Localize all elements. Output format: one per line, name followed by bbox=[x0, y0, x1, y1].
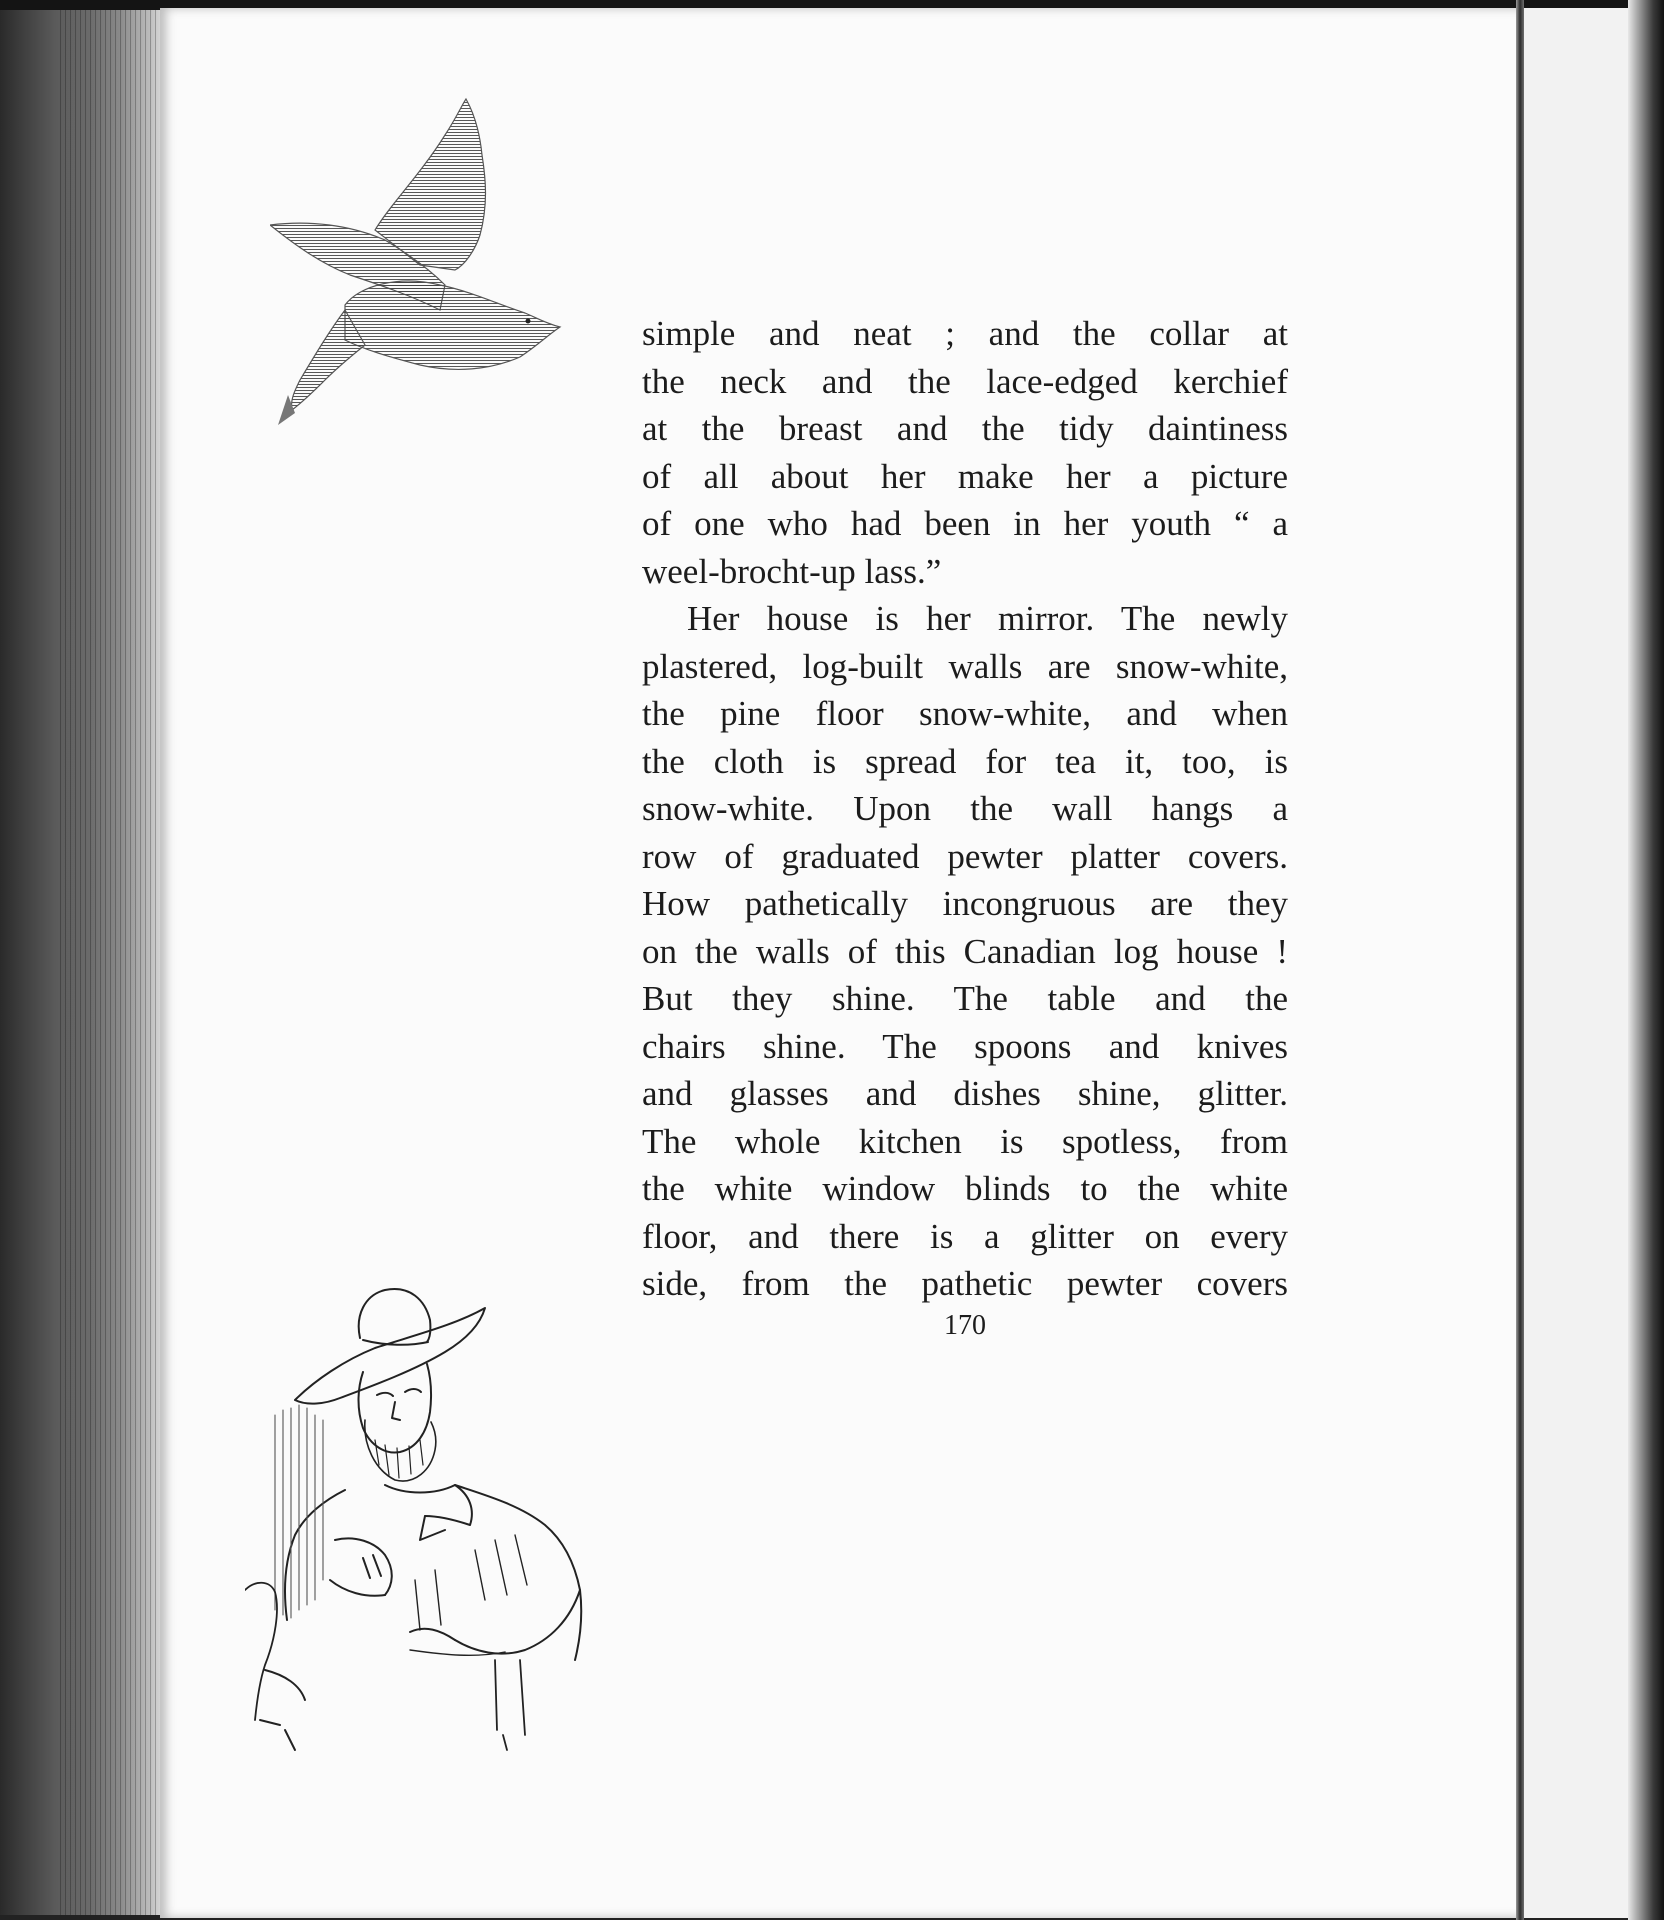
text-line: chairs shine. The spoons and knives bbox=[642, 1026, 1288, 1066]
text-line: snow-white. Upon the wall hangs a bbox=[642, 789, 1288, 828]
man-with-hat-illustration bbox=[245, 1280, 690, 1770]
text-line: The whole kitchen is spotless, from bbox=[642, 1121, 1288, 1161]
text-line: simple and neat ; and the collar at bbox=[642, 314, 1288, 353]
text-line: on the walls of this Canadian log house ! bbox=[642, 931, 1288, 971]
text-line: the white window blinds to the white bbox=[642, 1169, 1288, 1208]
text-line: at the breast and the tidy daintiness bbox=[642, 409, 1288, 448]
text-line: of one who had been in her youth “ a bbox=[642, 504, 1288, 543]
text-line: floor, and there is a glitter on every bbox=[642, 1216, 1288, 1256]
text-line: plastered, log-built walls are snow-white, bbox=[642, 646, 1288, 686]
text-line: But they shine. The table and the bbox=[642, 979, 1288, 1018]
body-text bbox=[642, 310, 1288, 1308]
text-line: row of graduated pewter platter covers. bbox=[642, 836, 1288, 876]
text-line: Her house is her mirror. The newly bbox=[687, 599, 1288, 638]
text-line: the pine floor snow-white, and when bbox=[642, 694, 1288, 733]
text-line: the cloth is spread for tea it, too, is bbox=[642, 741, 1288, 781]
text-line: weel-brocht-up lass.” bbox=[642, 551, 942, 591]
page-number: 170 bbox=[944, 1310, 986, 1341]
text-line: side, from the pathetic pewter covers bbox=[642, 1264, 1288, 1303]
text-line: and glasses and dishes shine, glitter. bbox=[642, 1074, 1288, 1113]
text-line: How pathetically incongruous are they bbox=[642, 884, 1288, 923]
text-line: the neck and the lace-edged kerchief bbox=[642, 361, 1288, 401]
right-page-shadow bbox=[1628, 0, 1664, 1920]
bird-illustration bbox=[270, 95, 570, 435]
book-gutter bbox=[1516, 0, 1524, 1920]
page-edge-lines bbox=[60, 10, 170, 1915]
text-line: of all about her make her a picture bbox=[642, 456, 1288, 496]
